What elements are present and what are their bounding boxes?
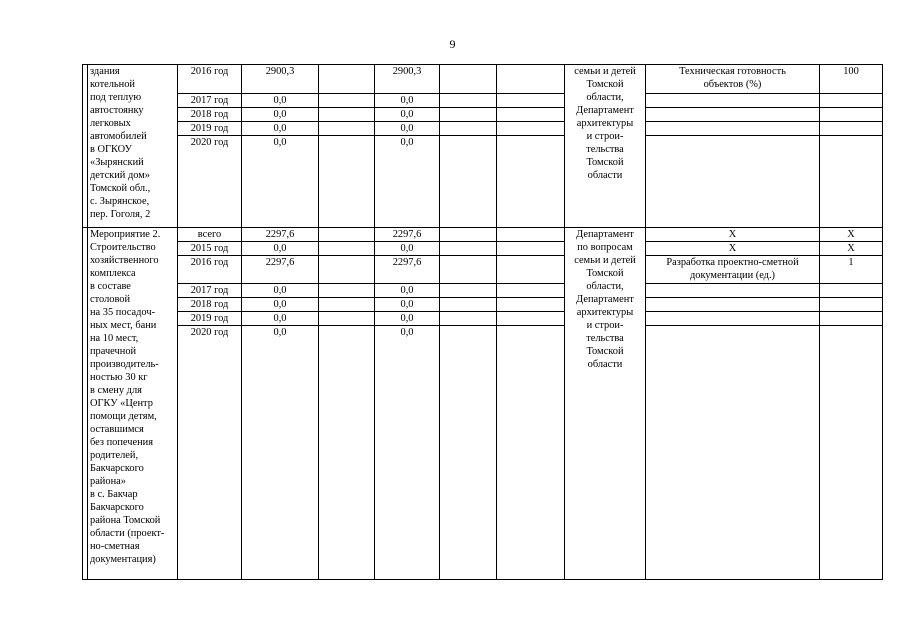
total-cell: 0,0 [242, 312, 319, 326]
local-budget-cell [440, 228, 497, 242]
federal-budget-cell [319, 228, 375, 242]
table-row [83, 284, 883, 298]
indicator-value-cell [820, 326, 883, 580]
extra-budget-cell [497, 284, 565, 298]
indicator-value-cell [820, 284, 883, 298]
period-cell: 2019 год [178, 312, 242, 326]
department-cell [565, 228, 646, 580]
regional-budget-cell: 2297,6 [375, 256, 440, 284]
period-cell: 2018 год [178, 108, 242, 122]
event-name-text: Мероприятие 2. Строительство хозяйственного комплекса в составе столовой на 35 посадоч- ных мест, бани на 10 мест, прачечной производитель- ностью 30 кг в смену для ОГКУ «Центр помощи детям, оставшимся без попечения родителей, Бакчарского района» в с. Бакчар Бакчарского района Томской области (проект- но-сметная документация) [90, 229, 165, 565]
indicator-text: Разработка проектно-сметной документации (ед.) [666, 257, 799, 281]
period-cell: 2015 год [178, 242, 242, 256]
extra-budget-cell [497, 122, 565, 136]
indicator-value-cell [820, 94, 883, 108]
table-row [83, 242, 883, 256]
indicator-cell: Х [646, 242, 820, 256]
department-cell [565, 65, 646, 228]
total-cell: 0,0 [242, 298, 319, 312]
period-cell: всего [178, 228, 242, 242]
page-number: 9 [449, 37, 456, 51]
indicator-value-cell [820, 312, 883, 326]
period-cell: 2020 год [178, 326, 242, 580]
indicator-cell [646, 256, 820, 284]
extra-budget-cell [497, 256, 565, 284]
federal-budget-cell [319, 242, 375, 256]
period-cell: 2016 год [178, 256, 242, 284]
indicator-value-cell [820, 108, 883, 122]
total-cell: 0,0 [242, 94, 319, 108]
period-cell: 2018 год [178, 298, 242, 312]
local-budget-cell [440, 65, 497, 94]
indicator-cell [646, 94, 820, 108]
regional-budget-cell: 2297,6 [375, 228, 440, 242]
extra-budget-cell [497, 228, 565, 242]
federal-budget-cell [319, 108, 375, 122]
local-budget-cell [440, 242, 497, 256]
local-budget-cell [440, 298, 497, 312]
indicator-value-cell: Х [820, 242, 883, 256]
extra-budget-cell [497, 312, 565, 326]
period-cell: 2017 год [178, 94, 242, 108]
extra-budget-cell [497, 94, 565, 108]
total-cell: 2900,3 [242, 65, 319, 94]
regional-budget-cell: 0,0 [375, 136, 440, 228]
indicator-value-cell: 100 [820, 65, 883, 94]
total-cell: 0,0 [242, 326, 319, 580]
total-cell: 0,0 [242, 122, 319, 136]
table-row [83, 256, 883, 284]
table-row [83, 108, 883, 122]
indicator-cell [646, 65, 820, 94]
extra-budget-cell [497, 65, 565, 94]
table-row [83, 326, 883, 580]
indicator-cell [646, 312, 820, 326]
indicator-cell [646, 136, 820, 228]
indicator-value-cell: Х [820, 228, 883, 242]
event-name-cell [88, 228, 178, 580]
extra-budget-cell [497, 108, 565, 122]
federal-budget-cell [319, 94, 375, 108]
total-cell: 2297,6 [242, 256, 319, 284]
period-cell: 2019 год [178, 122, 242, 136]
event-name-text: здания котельной под теплую автостоянку легковых автомобилей в ОГКОУ «Зырянский детский дом» Томской обл., с. Зырянское, пер. Гоголя, 2 [90, 66, 151, 220]
table-row [83, 312, 883, 326]
table-row [83, 136, 883, 228]
indicator-value-cell [820, 136, 883, 228]
indicator-value-cell [820, 298, 883, 312]
extra-budget-cell [497, 326, 565, 580]
indicator-cell: Х [646, 228, 820, 242]
regional-budget-cell: 0,0 [375, 298, 440, 312]
extra-budget-cell [497, 298, 565, 312]
extra-budget-cell [497, 136, 565, 228]
period-cell: 2017 год [178, 284, 242, 298]
local-budget-cell [440, 312, 497, 326]
regional-budget-cell: 0,0 [375, 108, 440, 122]
local-budget-cell [440, 256, 497, 284]
regional-budget-cell: 0,0 [375, 122, 440, 136]
table-row [83, 94, 883, 108]
federal-budget-cell [319, 284, 375, 298]
table-row [83, 65, 883, 94]
department-text: семьи и детей Томской области, Департамент архитектуры и строи- тельства Томской области [574, 66, 636, 181]
regional-budget-cell: 0,0 [375, 326, 440, 580]
federal-budget-cell [319, 298, 375, 312]
period-cell: 2016 год [178, 65, 242, 94]
federal-budget-cell [319, 326, 375, 580]
federal-budget-cell [319, 312, 375, 326]
indicator-text: Техническая готовность объектов (%) [679, 66, 786, 90]
federal-budget-cell [319, 122, 375, 136]
indicator-cell [646, 326, 820, 580]
federal-budget-cell [319, 136, 375, 228]
local-budget-cell [440, 136, 497, 228]
total-cell: 0,0 [242, 108, 319, 122]
regional-budget-cell: 0,0 [375, 312, 440, 326]
total-cell: 0,0 [242, 242, 319, 256]
indicator-value-cell: 1 [820, 256, 883, 284]
regional-budget-cell: 2900,3 [375, 65, 440, 94]
program-table [82, 64, 883, 580]
extra-budget-cell [497, 242, 565, 256]
indicator-cell [646, 298, 820, 312]
table-row [83, 298, 883, 312]
department-text: Департамент по вопросам семьи и детей Томской области, Департамент архитектуры и строи- тельства Томской области [574, 229, 636, 370]
total-cell: 2297,6 [242, 228, 319, 242]
local-budget-cell [440, 122, 497, 136]
period-cell: 2020 год [178, 136, 242, 228]
local-budget-cell [440, 108, 497, 122]
indicator-cell [646, 284, 820, 298]
local-budget-cell [440, 94, 497, 108]
regional-budget-cell: 0,0 [375, 242, 440, 256]
indicator-value-cell [820, 122, 883, 136]
indicator-cell [646, 108, 820, 122]
table-row [83, 122, 883, 136]
regional-budget-cell: 0,0 [375, 94, 440, 108]
total-cell: 0,0 [242, 136, 319, 228]
indicator-cell [646, 122, 820, 136]
local-budget-cell [440, 284, 497, 298]
federal-budget-cell [319, 65, 375, 94]
local-budget-cell [440, 326, 497, 580]
total-cell: 0,0 [242, 284, 319, 298]
table-row [83, 228, 883, 242]
regional-budget-cell: 0,0 [375, 284, 440, 298]
federal-budget-cell [319, 256, 375, 284]
event-name-cell [88, 65, 178, 228]
